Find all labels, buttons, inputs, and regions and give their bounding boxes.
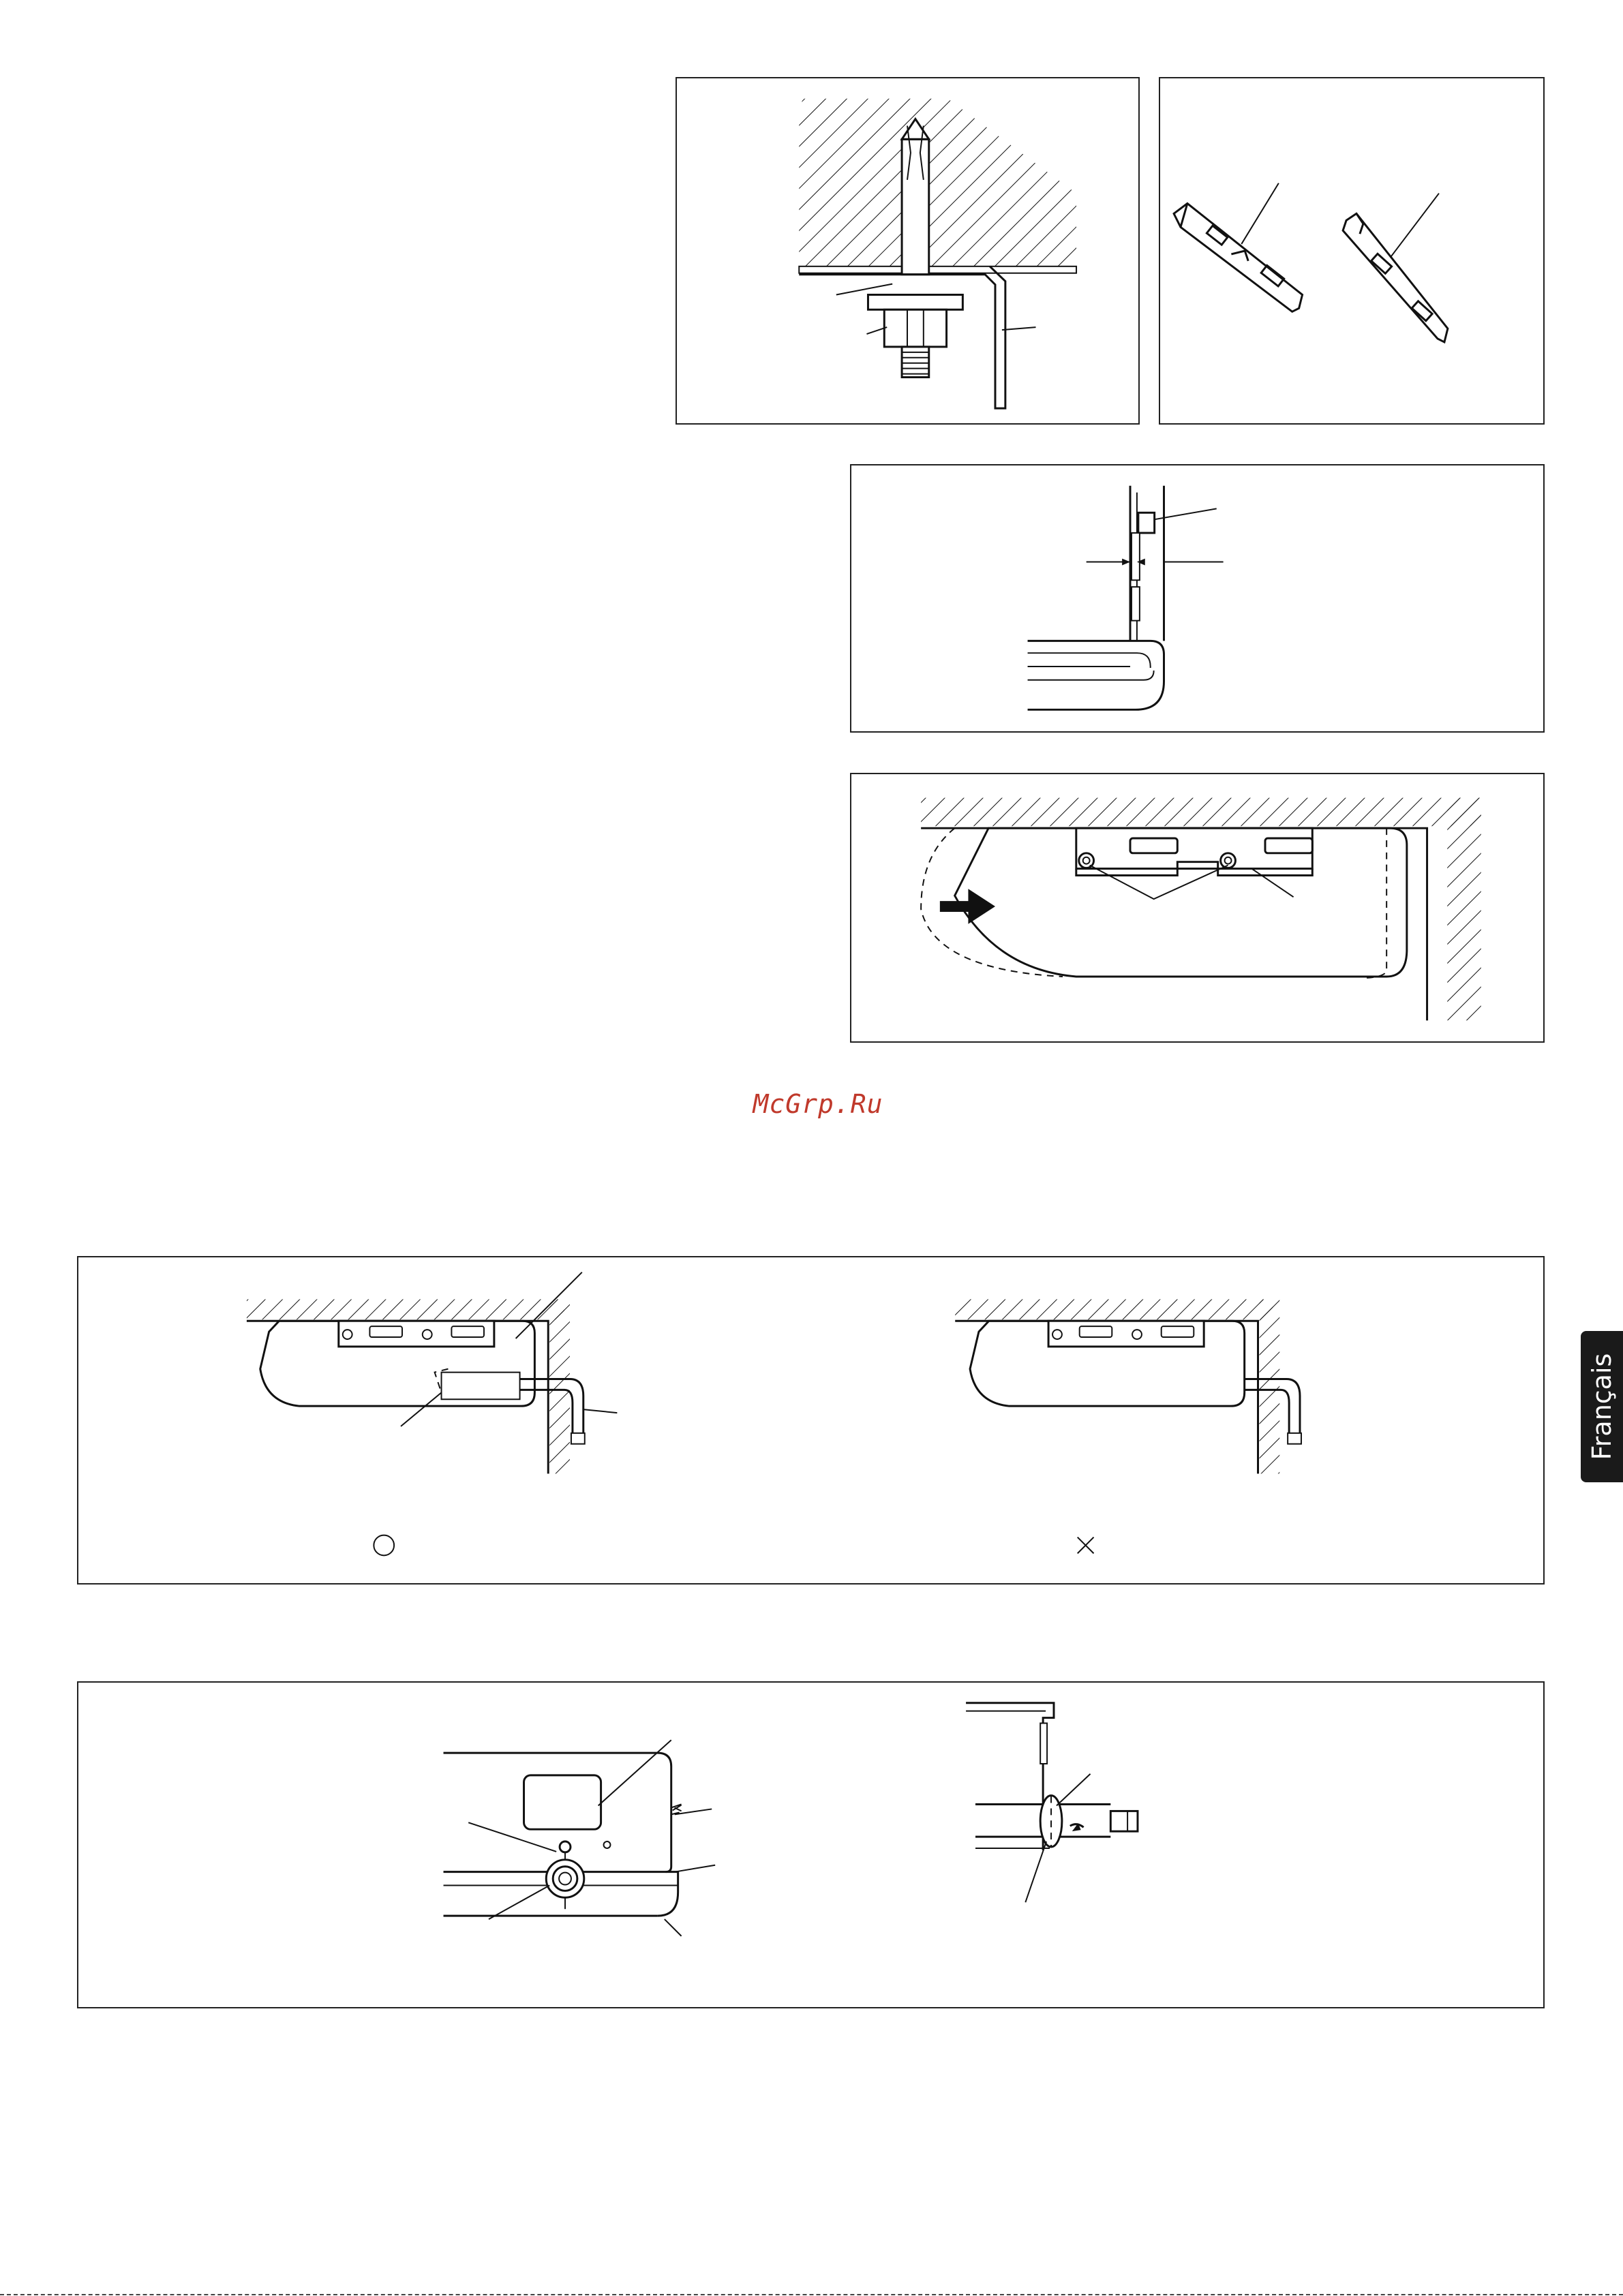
figure-correct-incorrect-piping <box>77 1256 1545 1585</box>
correct-example <box>247 1272 617 1556</box>
figure-drain-detail <box>77 1681 1545 2008</box>
page-bottom-rule <box>0 2294 1623 2295</box>
anchor-bolt-drawing <box>677 78 1138 423</box>
incorrect-cross-symbol <box>1078 1537 1094 1554</box>
pipe-side-view <box>966 1703 1138 1903</box>
correct-circle-symbol <box>374 1535 394 1556</box>
figure-hanger-brackets <box>1159 77 1545 425</box>
side-clearance-drawing <box>851 465 1543 731</box>
hanger-brackets-drawing <box>1160 78 1543 423</box>
figure-anchor-bolt <box>676 77 1140 425</box>
drain-detail-drawing <box>78 1683 1543 2007</box>
figure-slide-unit <box>850 773 1545 1043</box>
language-tab-label: Français <box>1587 1353 1617 1460</box>
watermark: McGrp.Ru <box>753 1089 883 1119</box>
piping-comparison-drawing <box>78 1257 1543 1583</box>
slide-unit-drawing <box>851 774 1543 1041</box>
drain-port-view <box>444 1740 716 1936</box>
incorrect-example <box>955 1299 1301 1553</box>
figure-side-clearance <box>850 464 1545 733</box>
language-tab[interactable] <box>1581 1331 1623 1482</box>
